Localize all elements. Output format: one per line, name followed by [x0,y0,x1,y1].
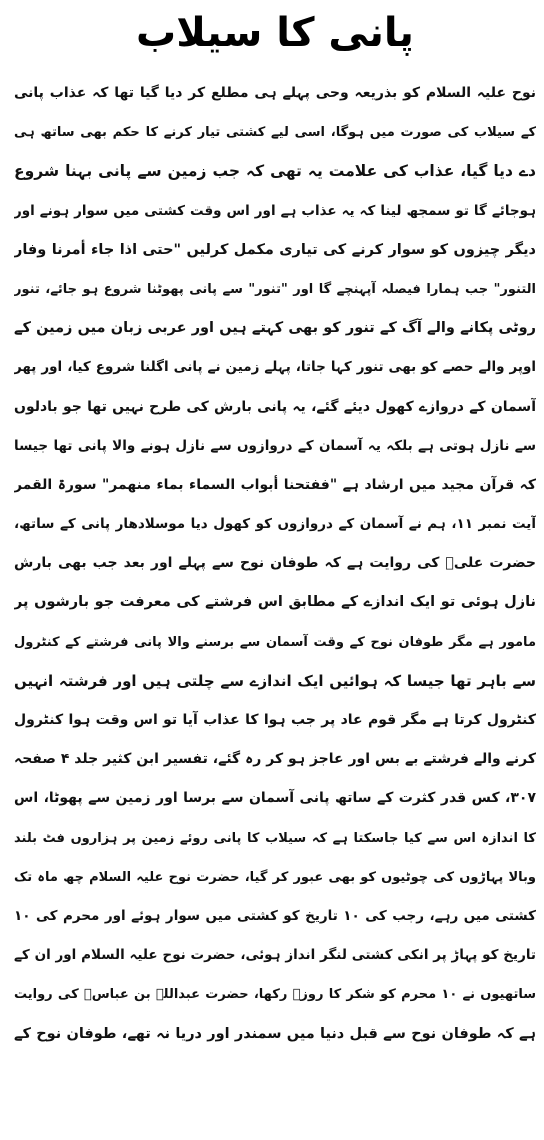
text-line: نازل ہوئی تو ایک اندازے کے مطابق اس فرشتے کی معرفت جو بارشوں پر [14,594,536,611]
text-line: آسمان کے دروازے کھول دیئے گئے، یہ پانی بارش کی طرح نہیں تھا جو بادلوں [14,398,536,415]
text-line: کشتی میں رہے، رجب کی ۱۰ تاریخ کو کشتی میں سوار ہوئے اور محرم کی ۱۰ [14,907,536,924]
text-line: سے باہر تھا جیسا کہ ہوائیں ایک اندازے سے چلتی ہیں اور فرشتہ انہیں [14,671,536,690]
text-line: کنٹرول کرتا ہے مگر قوم عاد پر جب ہوا کا عذاب آیا تو اس وقت ہوا کنٹرول [14,712,536,728]
text-line: سے نازل ہوتی ہے بلکہ یہ آسمان کے دروازوں سے نازل ہونے والا پانی تھا جیسا [14,437,536,454]
text-line: کا اندازہ اس سے کیا جاسکتا ہے کہ سیلاب کا پانی روئے زمین پر ہزاروں فٹ بلند [14,830,536,846]
text-line: حضرت علیؓ کی روایت ہے کہ طوفان نوح سے پہلے اور بعد جب بھی بارش [14,555,536,572]
text-line: مامور ہے مگر طوفان نوح کے وقت آسمان سے برسنے والا پانی فرشتے کے کنٹرول [14,634,536,650]
text-line: آیت نمبر ۱۱، ہم نے آسمان کے دروازوں کو کھول دیا موسلادھار پانی کے ساتھ، [14,516,536,533]
text-line: ہے کہ طوفان نوح سے قبل دنیا میں سمندر اور دریا نہ تھے، طوفان نوح کے [14,1025,536,1042]
text-line: کہ قرآن مجید میں ارشاد ہے "ففتحنا أبواب السماء بماء منهمر" سورۃ القمر [14,476,536,493]
text-line: دیگر چیزوں کو سوار کرنے کی تیاری مکمل کرلیں "حتی اذا جاء أمرنا وفار [14,241,536,258]
text-line: دے دیا گیا، عذاب کی علامت یہ تھی کہ جب زمین سے پانی بہنا شروع [14,162,536,181]
text-line: اوپر والے حصے کو بھی تنور کہا جاتا، پہلے زمین نے پانی اگلنا شروع کیا، اور پھر [14,359,536,376]
text-line: وبالا پہاڑوں کی چوٹیوں کو بھی عبور کر گیا، حضرت نوح علیہ السلام چھ ماہ تک [14,869,536,885]
text-line: کے سیلاب کی صورت میں ہوگا، اسی لیے کشتی تیار کرنے کا حکم بھی ساتھ ہی [14,125,536,141]
text-line: ہوجائے گا تو سمجھ لینا کہ یہ عذاب ہے اور اس وقت کشتی میں سوار ہونے اور [14,202,536,219]
article-body [14,66,536,1054]
text-line: ۳۰۷، کس قدر کثرت کے ساتھ پانی آسمان سے برسا اور زمین سے پھوٹا، اس [14,790,536,807]
text-line: ساتھیوں نے ۱۰ محرم کو شکر کا روزہ رکھا، حضرت عبداللہ بن عباسؓ کی روایت [14,987,536,1003]
text-line: التنور" جب ہمارا فیصلہ آپہنچے گا اور "تنور" سے پانی پھوٹنا شروع ہو جائے، تنور [14,281,536,297]
text-line: روٹی پکانے والے آگ کے تنور کو بھی کہتے ہیں اور عربی زبان میں زمین کے [14,320,536,337]
text-line: تاریخ کو پہاڑ پر انکی کشتی لنگر انداز ہوئی، حضرت نوح علیہ السلام اور ان کے [14,947,536,964]
text-line: نوح علیہ السلام کو بذریعہ وحی پہلے ہی مطلع کر دیا گیا تھا کہ عذاب پانی [14,85,536,101]
page-title: پانی کا سیلاب [136,10,414,56]
text-line: کرنے والے فرشتے بے بس اور عاجز ہو کر رہ گئے، تفسیر ابن کثیر جلد ۴ صفحہ [14,751,536,768]
